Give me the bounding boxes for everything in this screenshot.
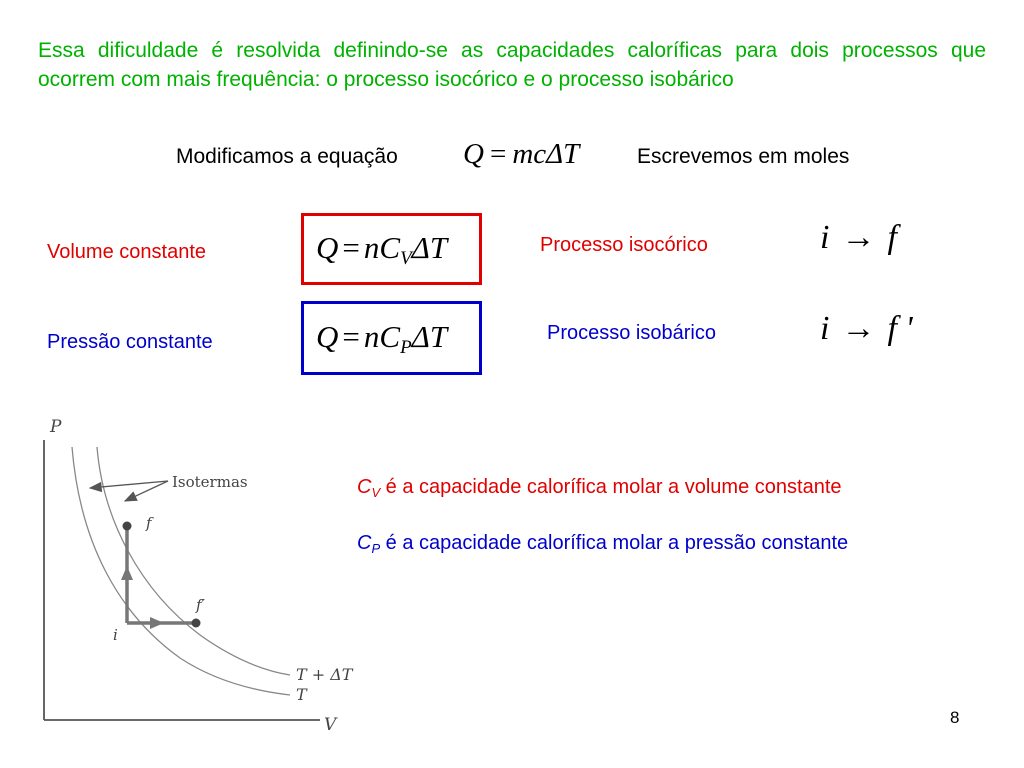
isobaric-process-label: Processo isobárico [547, 322, 716, 344]
isochoric-process-label: Processo isocórico [540, 234, 708, 256]
cv-definition: $C_V$ é a capacidade calorífica molar a volume constante [357, 476, 842, 500]
p-axis-label: P [50, 417, 62, 437]
constant-pressure-label: Pressão constante [47, 331, 213, 353]
v-axis-label: V [324, 715, 337, 735]
modify-equation-label: Modificamos a equação [176, 145, 398, 168]
point-f-label: f [146, 514, 152, 532]
point-f-prime-marker [192, 619, 201, 628]
intro-paragraph: Essa dificuldade é resolvida definindo-se as capacidades caloríficas para dois processos que ocorrem com mais frequência: o processo isocórico e o processo isobárico [38, 39, 986, 91]
point-i-label: i [113, 626, 118, 644]
isochoric-path: i → f [820, 219, 897, 256]
point-f-marker [123, 522, 132, 531]
heat-equation: Q = mcΔT [463, 138, 580, 170]
page-number: 8 [950, 708, 960, 727]
isotherms-label: Isotermas [172, 473, 248, 491]
curve-upper-label: T + ΔT [296, 665, 353, 684]
constant-volume-equation: $Q = nC_V\Delta T$ [316, 230, 448, 269]
moles-label: Escrevemos em moles [637, 145, 850, 168]
isobaric-path: i → f ' [820, 310, 913, 347]
cp-definition: $C_P$ é a capacidade calorífica molar a pressão constante [357, 532, 849, 556]
constant-pressure-equation: $Q = nC_P\Delta T$ [316, 319, 448, 358]
point-f-prime-label: f′ [196, 596, 205, 614]
constant-volume-label: Volume constante [47, 241, 206, 263]
curve-lower-label: T [296, 685, 307, 704]
